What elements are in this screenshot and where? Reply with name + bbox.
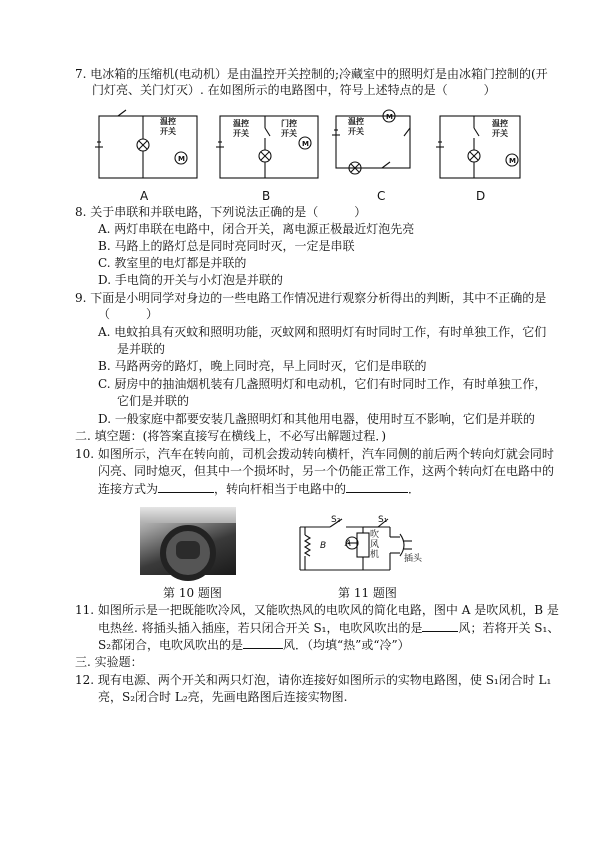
plug-label: 插头: [404, 554, 423, 564]
blower-a-label: A: [345, 539, 352, 549]
q9-stem-paren: （ ）: [98, 307, 159, 321]
q7-stem-line2: 门灯亮、关门灯灭）. 在如图所示的电路图中，符号上述特点的是（ ）: [92, 83, 496, 97]
q11-line1: 11. 如图所示是一把既能吹冷风，又能吹热风的电吹风的简化电路，图中 A 是吹风机，B 是: [75, 603, 559, 617]
q8-option-d: D. 手电筒的开关与小灯泡是并联的: [98, 273, 283, 287]
section-2-heading: 二. 填空题：(将答案直接写在横线上，不必写出解题过程．): [75, 429, 386, 443]
circuit-b-mk-label1: 门控: [281, 119, 297, 128]
circuit-d-motor-label: M: [509, 157, 516, 165]
q9-option-b: B. 马路两旁的路灯，晚上同时亮，早上同时灭，它们是串联的: [98, 359, 427, 373]
switch-s2-label: S₂: [331, 515, 341, 525]
option-a-label: A: [140, 189, 149, 203]
q8-stem: 8. 关于串联和并联电路，下列说法正确的是（ ）: [75, 205, 367, 219]
circuit-b-wk-label2: 开关: [233, 129, 249, 138]
q9-option-d: D. 一般家庭中都要安装几盏照明灯和其他用电器，使用时互不影响，它们是并联的: [98, 412, 535, 426]
q11-line3-part1: S₂都闭合，电吹风吹出的是: [98, 638, 244, 652]
q11-answer-blank-2[interactable]: [243, 636, 283, 649]
option-b-label: B: [262, 189, 271, 203]
q8-option-c: C. 教室里的电灯都是并联的: [98, 256, 247, 270]
circuit-c-motor-label: M: [386, 113, 393, 121]
q9-option-a-line2: 是并联的: [117, 342, 166, 356]
figure-10-caption: 第 10 题图: [163, 586, 222, 600]
blower-label-3: 机: [370, 550, 380, 560]
q10-line3-part2: ，转向杆相当于电路中的: [214, 482, 347, 496]
circuit-a-wk-label2: 开关: [160, 127, 176, 136]
circuit-a-wk-label1: 温控: [160, 117, 176, 126]
q8-option-a: A. 两灯串联在电路中，闭合开关，离电源正极最近灯泡先亮: [98, 222, 415, 236]
q11-line3-part2: 风．（均填“热”或“冷”）: [283, 638, 410, 652]
circuit-d-wk-label1: 温控: [492, 119, 508, 128]
q9-option-c-line2: 它们是并联的: [117, 394, 190, 408]
q11-line2-part2: 风；若将开关 S₁、: [458, 621, 560, 635]
blower-label-2: 风: [370, 540, 380, 550]
q10-line1: 10. 如图所示，汽车在转向前，司机会拨动转向横杆，汽车同侧的前后两个转向灯就会同时: [75, 447, 554, 461]
circuit-c-wk-label1: 温控: [348, 117, 364, 126]
q11-line2-part1: 电热丝. 将插头插入插座，若只闭合开关 S₁，电吹风吹出的是: [98, 621, 423, 635]
q9-stem: 9. 下面是小明同学对身边的一些电路工作情况进行观察分析得出的判断，其中不正确的是: [75, 291, 547, 305]
heater-b-label: B: [320, 541, 327, 551]
q10-line3-part3: ．: [408, 482, 421, 496]
q7-stem-line1: 7. 电冰箱的压缩机(电动机）是由温控开关控制的;冷藏室中的照明灯是由冰箱门控制的(开: [75, 67, 548, 81]
q11-line2: [98, 619, 559, 636]
circuit-d-wk-label2: 开关: [492, 129, 508, 138]
option-c-label: C: [377, 189, 386, 203]
q10-line3-part1: 连接方式为: [98, 482, 159, 496]
option-d-label: D: [476, 189, 486, 203]
circuit-b-motor-label: M: [302, 140, 309, 148]
switch-s1-label: S₁: [378, 515, 388, 525]
q12-line1: 12. 现有电源、两个开关和两只灯泡，请你连接好如图所示的实物电路图，使 S₁闭合时 L₁: [75, 673, 552, 687]
circuit-b-mk-label2: 开关: [281, 129, 297, 138]
q9-option-c-line1: C. 厨房中的抽油烟机装有几盏照明灯和电动机，它们有时同时工作，有时单独工作，: [98, 377, 547, 391]
q12-line2: 亮，S₂闭合时 L₂亮，先画电路图后连接实物图.: [98, 690, 348, 704]
q11-line3: [98, 636, 410, 653]
circuit-a-motor-label: M: [178, 155, 185, 163]
circuit-c-wk-label2: 开关: [348, 127, 364, 136]
blower-label-1: 吹: [370, 530, 380, 540]
section-3-heading: 三. 实验题：: [75, 655, 143, 669]
circuit-b-wk-label1: 温控: [233, 119, 249, 128]
q11-answer-blank-1[interactable]: [422, 619, 458, 632]
q8-option-b: B. 马路上的路灯总是同时亮同时灭，一定是串联: [98, 239, 355, 253]
q10-line2: 闪亮、同时熄灭，但其中一个损坏时，另一个仍能正常工作，这两个转向灯在电路中的: [98, 464, 555, 478]
q9-option-a-line1: A. 电蚊拍具有灭蚊和照明功能，灭蚊网和照明灯有时同时工作，有时单独工作，它们: [98, 325, 547, 339]
figure-11-caption: 第 11 题图: [338, 586, 397, 600]
